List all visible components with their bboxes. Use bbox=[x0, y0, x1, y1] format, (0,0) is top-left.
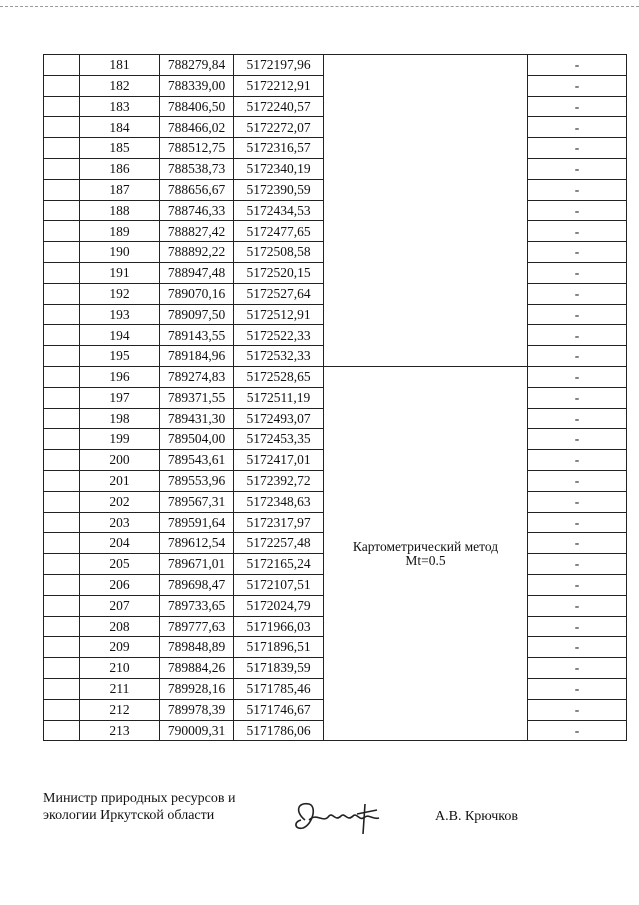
coordinate-x: 789553,96 bbox=[160, 470, 234, 491]
coordinate-y: 5172528,65 bbox=[234, 366, 324, 387]
point-number: 207 bbox=[80, 595, 160, 616]
point-number: 185 bbox=[80, 138, 160, 159]
coordinates-table bbox=[43, 54, 627, 741]
coordinate-y: 5171746,67 bbox=[234, 699, 324, 720]
coordinate-x: 789371,55 bbox=[160, 387, 234, 408]
empty-cell bbox=[44, 325, 80, 346]
point-number: 192 bbox=[80, 283, 160, 304]
top-border-line bbox=[0, 6, 639, 7]
accuracy-value: - bbox=[528, 678, 627, 699]
accuracy-value: - bbox=[528, 574, 627, 595]
signatory-position bbox=[43, 791, 235, 825]
coordinate-y: 5172520,15 bbox=[234, 262, 324, 283]
point-number: 210 bbox=[80, 658, 160, 679]
empty-cell bbox=[44, 138, 80, 159]
coordinate-y: 5172165,24 bbox=[234, 554, 324, 575]
empty-cell bbox=[44, 304, 80, 325]
coordinate-y: 5172522,33 bbox=[234, 325, 324, 346]
coordinate-y: 5171966,03 bbox=[234, 616, 324, 637]
coordinate-x: 788279,84 bbox=[160, 55, 234, 76]
coordinate-y: 5172453,35 bbox=[234, 429, 324, 450]
handwritten-signature bbox=[287, 790, 397, 845]
accuracy-label: Mt=0.5 bbox=[405, 552, 446, 568]
point-number: 201 bbox=[80, 470, 160, 491]
accuracy-value: - bbox=[528, 366, 627, 387]
point-number: 187 bbox=[80, 179, 160, 200]
point-number: 208 bbox=[80, 616, 160, 637]
coordinate-y: 5172417,01 bbox=[234, 450, 324, 471]
empty-cell bbox=[44, 283, 80, 304]
coordinate-x: 788466,02 bbox=[160, 117, 234, 138]
coordinate-x: 789698,47 bbox=[160, 574, 234, 595]
signatory-name: А.В. Крючков bbox=[435, 809, 518, 824]
coordinate-x: 789928,16 bbox=[160, 678, 234, 699]
accuracy-value: - bbox=[528, 117, 627, 138]
empty-cell bbox=[44, 595, 80, 616]
empty-cell bbox=[44, 720, 80, 741]
empty-cell bbox=[44, 554, 80, 575]
accuracy-value: - bbox=[528, 325, 627, 346]
coordinate-y: 5172316,57 bbox=[234, 138, 324, 159]
point-number: 183 bbox=[80, 96, 160, 117]
accuracy-value: - bbox=[528, 96, 627, 117]
coordinate-y: 5172348,63 bbox=[234, 491, 324, 512]
coordinate-y: 5172527,64 bbox=[234, 283, 324, 304]
method-cell-empty bbox=[324, 55, 528, 367]
coordinate-x: 789097,50 bbox=[160, 304, 234, 325]
point-number: 202 bbox=[80, 491, 160, 512]
empty-cell bbox=[44, 262, 80, 283]
empty-cell bbox=[44, 491, 80, 512]
empty-cell bbox=[44, 242, 80, 263]
coordinate-y: 5172434,53 bbox=[234, 200, 324, 221]
accuracy-value: - bbox=[528, 450, 627, 471]
empty-cell bbox=[44, 616, 80, 637]
accuracy-value: - bbox=[528, 55, 627, 76]
coordinate-y: 5172257,48 bbox=[234, 533, 324, 554]
coordinate-x: 788746,33 bbox=[160, 200, 234, 221]
coordinate-x: 789848,89 bbox=[160, 637, 234, 658]
coordinate-x: 789567,31 bbox=[160, 491, 234, 512]
coordinate-y: 5171785,46 bbox=[234, 678, 324, 699]
coordinate-y: 5172340,19 bbox=[234, 158, 324, 179]
accuracy-value: - bbox=[528, 221, 627, 242]
coordinate-y: 5172392,72 bbox=[234, 470, 324, 491]
coordinate-y: 5172212,91 bbox=[234, 75, 324, 96]
point-number: 182 bbox=[80, 75, 160, 96]
empty-cell bbox=[44, 470, 80, 491]
coordinate-x: 789733,65 bbox=[160, 595, 234, 616]
point-number: 205 bbox=[80, 554, 160, 575]
table-row bbox=[44, 55, 627, 76]
accuracy-value: - bbox=[528, 179, 627, 200]
coordinate-y: 5172477,65 bbox=[234, 221, 324, 242]
accuracy-value: - bbox=[528, 429, 627, 450]
point-number: 206 bbox=[80, 574, 160, 595]
coordinate-x: 789504,00 bbox=[160, 429, 234, 450]
coordinate-y: 5172197,96 bbox=[234, 55, 324, 76]
coordinate-y: 5172508,58 bbox=[234, 242, 324, 263]
empty-cell bbox=[44, 200, 80, 221]
coordinate-y: 5172493,07 bbox=[234, 408, 324, 429]
accuracy-value: - bbox=[528, 720, 627, 741]
accuracy-value: - bbox=[528, 158, 627, 179]
coordinate-x: 789978,39 bbox=[160, 699, 234, 720]
accuracy-value: - bbox=[528, 75, 627, 96]
coordinate-x: 788538,73 bbox=[160, 158, 234, 179]
accuracy-value: - bbox=[528, 470, 627, 491]
accuracy-value: - bbox=[528, 595, 627, 616]
accuracy-value: - bbox=[528, 387, 627, 408]
coordinate-x: 789543,61 bbox=[160, 450, 234, 471]
empty-cell bbox=[44, 429, 80, 450]
coordinate-x: 789612,54 bbox=[160, 533, 234, 554]
point-number: 204 bbox=[80, 533, 160, 554]
coordinate-x: 788406,50 bbox=[160, 96, 234, 117]
accuracy-value: - bbox=[528, 554, 627, 575]
point-number: 197 bbox=[80, 387, 160, 408]
point-number: 188 bbox=[80, 200, 160, 221]
accuracy-value: - bbox=[528, 346, 627, 367]
coordinate-y: 5172240,57 bbox=[234, 96, 324, 117]
accuracy-value: - bbox=[528, 616, 627, 637]
position-line-1: Министр природных ресурсов и bbox=[43, 791, 236, 806]
coordinate-y: 5172512,91 bbox=[234, 304, 324, 325]
empty-cell bbox=[44, 366, 80, 387]
point-number: 211 bbox=[80, 678, 160, 699]
coordinate-y: 5172390,59 bbox=[234, 179, 324, 200]
empty-cell bbox=[44, 117, 80, 138]
point-number: 199 bbox=[80, 429, 160, 450]
empty-cell bbox=[44, 179, 80, 200]
accuracy-value: - bbox=[528, 512, 627, 533]
point-number: 184 bbox=[80, 117, 160, 138]
empty-cell bbox=[44, 387, 80, 408]
accuracy-value: - bbox=[528, 408, 627, 429]
coordinate-y: 5172532,33 bbox=[234, 346, 324, 367]
coordinate-y: 5171786,06 bbox=[234, 720, 324, 741]
empty-cell bbox=[44, 408, 80, 429]
coordinate-y: 5172024,79 bbox=[234, 595, 324, 616]
coordinate-x: 789274,83 bbox=[160, 366, 234, 387]
accuracy-value: - bbox=[528, 491, 627, 512]
empty-cell bbox=[44, 55, 80, 76]
accuracy-value: - bbox=[528, 658, 627, 679]
coordinate-x: 788827,42 bbox=[160, 221, 234, 242]
accuracy-value: - bbox=[528, 637, 627, 658]
coordinate-y: 5172317,97 bbox=[234, 512, 324, 533]
coordinate-y: 5171839,59 bbox=[234, 658, 324, 679]
point-number: 200 bbox=[80, 450, 160, 471]
coordinate-x: 789143,55 bbox=[160, 325, 234, 346]
table-row bbox=[44, 366, 627, 387]
coordinate-x: 788339,00 bbox=[160, 75, 234, 96]
accuracy-value: - bbox=[528, 262, 627, 283]
empty-cell bbox=[44, 637, 80, 658]
accuracy-value: - bbox=[528, 533, 627, 554]
coordinate-x: 789070,16 bbox=[160, 283, 234, 304]
coordinate-y: 5172272,07 bbox=[234, 117, 324, 138]
coordinate-x: 789884,26 bbox=[160, 658, 234, 679]
coordinate-x: 789591,64 bbox=[160, 512, 234, 533]
coordinate-x: 788656,67 bbox=[160, 179, 234, 200]
point-number: 195 bbox=[80, 346, 160, 367]
point-number: 181 bbox=[80, 55, 160, 76]
coordinate-x: 789184,96 bbox=[160, 346, 234, 367]
empty-cell bbox=[44, 96, 80, 117]
empty-cell bbox=[44, 574, 80, 595]
empty-cell bbox=[44, 450, 80, 471]
point-number: 193 bbox=[80, 304, 160, 325]
method-label: Картометрический метод bbox=[352, 539, 499, 555]
empty-cell bbox=[44, 678, 80, 699]
accuracy-value: - bbox=[528, 200, 627, 221]
coordinate-x: 789431,30 bbox=[160, 408, 234, 429]
point-number: 212 bbox=[80, 699, 160, 720]
position-line-2: экологии Иркутской области bbox=[43, 807, 215, 823]
empty-cell bbox=[44, 533, 80, 554]
empty-cell bbox=[44, 221, 80, 242]
coordinate-x: 788947,48 bbox=[160, 262, 234, 283]
point-number: 190 bbox=[80, 242, 160, 263]
empty-cell bbox=[44, 346, 80, 367]
coordinate-y: 5172511,19 bbox=[234, 387, 324, 408]
empty-cell bbox=[44, 658, 80, 679]
coordinate-x: 790009,31 bbox=[160, 720, 234, 741]
point-number: 186 bbox=[80, 158, 160, 179]
accuracy-value: - bbox=[528, 242, 627, 263]
coordinate-x: 788892,22 bbox=[160, 242, 234, 263]
point-number: 198 bbox=[80, 408, 160, 429]
point-number: 203 bbox=[80, 512, 160, 533]
point-number: 213 bbox=[80, 720, 160, 741]
point-number: 191 bbox=[80, 262, 160, 283]
coordinate-x: 788512,75 bbox=[160, 138, 234, 159]
empty-cell bbox=[44, 158, 80, 179]
accuracy-value: - bbox=[528, 138, 627, 159]
method-cell bbox=[324, 366, 528, 740]
empty-cell bbox=[44, 512, 80, 533]
point-number: 196 bbox=[80, 366, 160, 387]
accuracy-value: - bbox=[528, 304, 627, 325]
empty-cell bbox=[44, 75, 80, 96]
point-number: 209 bbox=[80, 637, 160, 658]
accuracy-value: - bbox=[528, 283, 627, 304]
coordinate-x: 789777,63 bbox=[160, 616, 234, 637]
accuracy-value: - bbox=[528, 699, 627, 720]
empty-cell bbox=[44, 699, 80, 720]
coordinate-y: 5171896,51 bbox=[234, 637, 324, 658]
coordinate-y: 5172107,51 bbox=[234, 574, 324, 595]
point-number: 194 bbox=[80, 325, 160, 346]
point-number: 189 bbox=[80, 221, 160, 242]
coordinate-x: 789671,01 bbox=[160, 554, 234, 575]
